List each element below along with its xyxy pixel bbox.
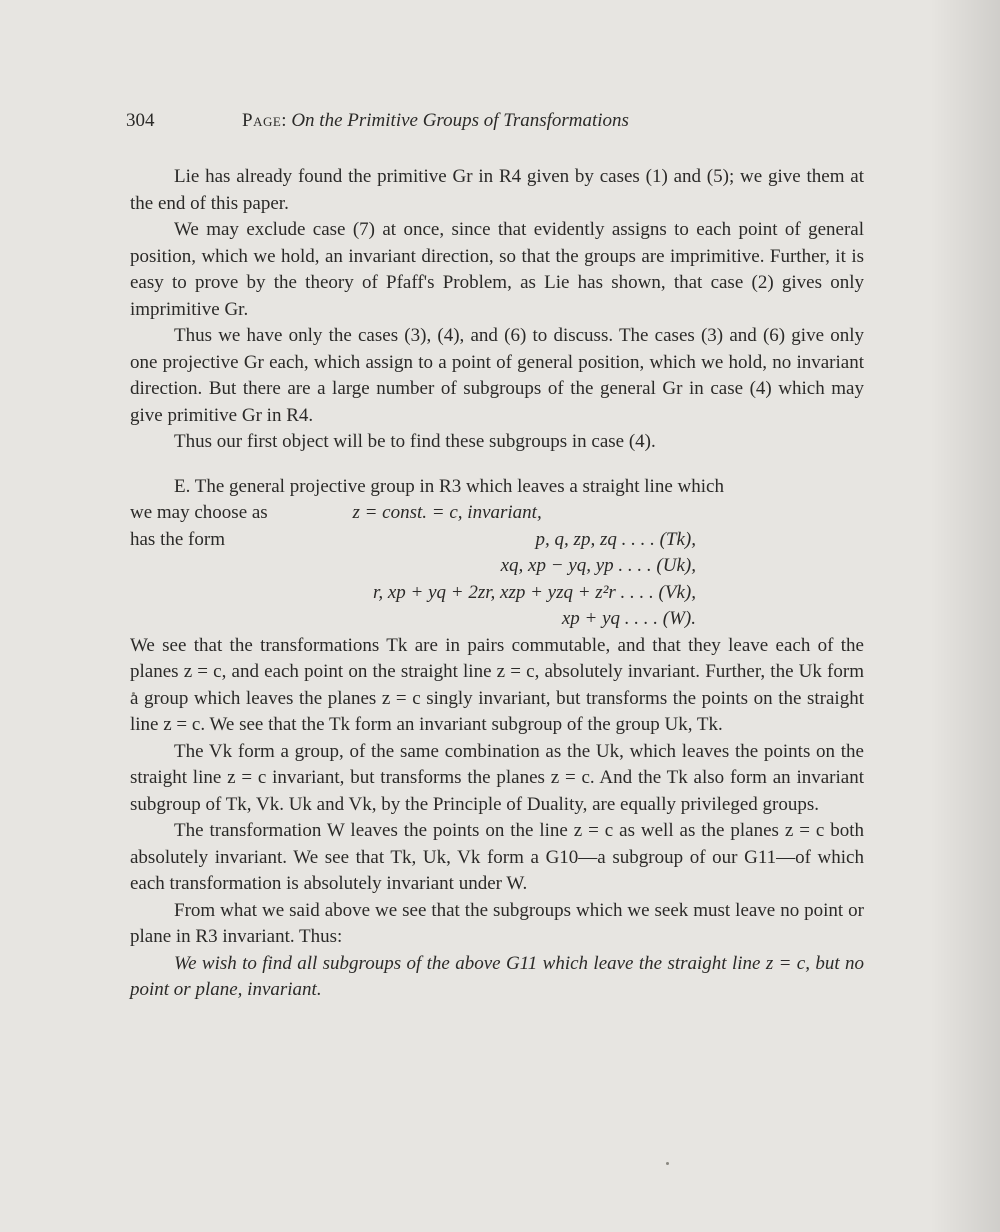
header-separator: : — [281, 110, 287, 131]
section-e-line-1: E. The general projective group in R3 which leaves a straight line which — [174, 475, 724, 497]
group-forms — [130, 527, 864, 633]
section-e-lead: we may choose as — [130, 502, 268, 523]
form-t: p, q, zp, zq . . . . (Tk), — [535, 528, 696, 550]
paragraph-8: The transformation W leaves the points on the line z = c as well as the planes z = c both absolutely invariant. We see that Tk, Uk, Vk form a G10—a subgroup of our G11—of which each transformation is absolutely invariant under W. — [130, 820, 864, 894]
running-title — [242, 110, 629, 132]
form-row — [130, 527, 864, 554]
invariant-line-equation: z = const. = c, invariant, — [352, 502, 542, 523]
paragraph-7: The Vk form a group, of the same combination as the Uk, which leaves the points on the straight line z = c invariant, but transforms the planes z = c. And the Tk also form an invariant subgroup of Tk, Vk. Uk and Vk, by the Principle of Duality, are equally privileged groups. — [130, 740, 864, 815]
form-u: xq, xp − yq, yp . . . . (Uk), — [500, 555, 696, 576]
form-w: xp + yq . . . . (W). — [561, 608, 696, 629]
paragraph-4: Thus our first object will be to find these subgroups in case (4). — [174, 431, 656, 452]
paragraph-3: Thus we have only the cases (3), (4), and (6) to discuss. The cases (3) and (6) give only one projective Gr each, which assign to a point of general position, which we hold, no invariant direction. But there are a large number of subgroups of the general Gr in case (4) which may give primitive Gr in R4. — [130, 325, 864, 426]
form-lead: has the form — [130, 528, 225, 550]
page-number: 304 — [126, 110, 155, 131]
paragraph-2: We may exclude case (7) at once, since that evidently assigns to each point of general position, which we hold, an invariant direction, so that the groups are imprimitive. Further, it is easy to prove by the theory of Pfaff's Problem, as Lie has shown, that case (2) gives only imprimitive Gr. — [130, 219, 864, 320]
running-header — [126, 110, 864, 140]
form-row — [130, 580, 864, 607]
paragraph-9: From what we said above we see that the subgroups which we seek must leave no point or plane in R3 invariant. Thus: — [130, 899, 864, 947]
header-title: On the Primitive Groups of Transformations — [291, 110, 629, 131]
header-author: Page — [242, 110, 282, 131]
page-edge-shadow — [930, 0, 1000, 1232]
body-text — [130, 164, 864, 1004]
theorem-statement: We wish to find all subgroups of the above G11 which leave the straight line z = c, but no point or plane, invariant. — [130, 952, 864, 1000]
print-speck — [666, 1162, 669, 1165]
form-row — [130, 606, 864, 633]
paragraph-1: Lie has already found the primitive Gr in R4 given by cases (1) and (5); we give them at the end of this paper. — [130, 166, 864, 214]
form-row — [130, 553, 864, 580]
paragraph-6: We see that the transformations Tk are in pairs commutable, and that they leave each of the planes z = c, and each point on the straight line z = c, absolutely invariant. Further, the Uk form a group which leaves the planes z = c singly invariant, but transforms the points on the straight line z = c. We see that the Tk form an invariant subgroup of the group Uk, Tk. — [130, 634, 864, 735]
form-v: r, xp + yq + 2zr, xzp + yzq + z²r . . . . (Vk), — [373, 581, 696, 603]
book-page — [126, 110, 864, 1004]
section-e-line-2 — [130, 500, 864, 527]
